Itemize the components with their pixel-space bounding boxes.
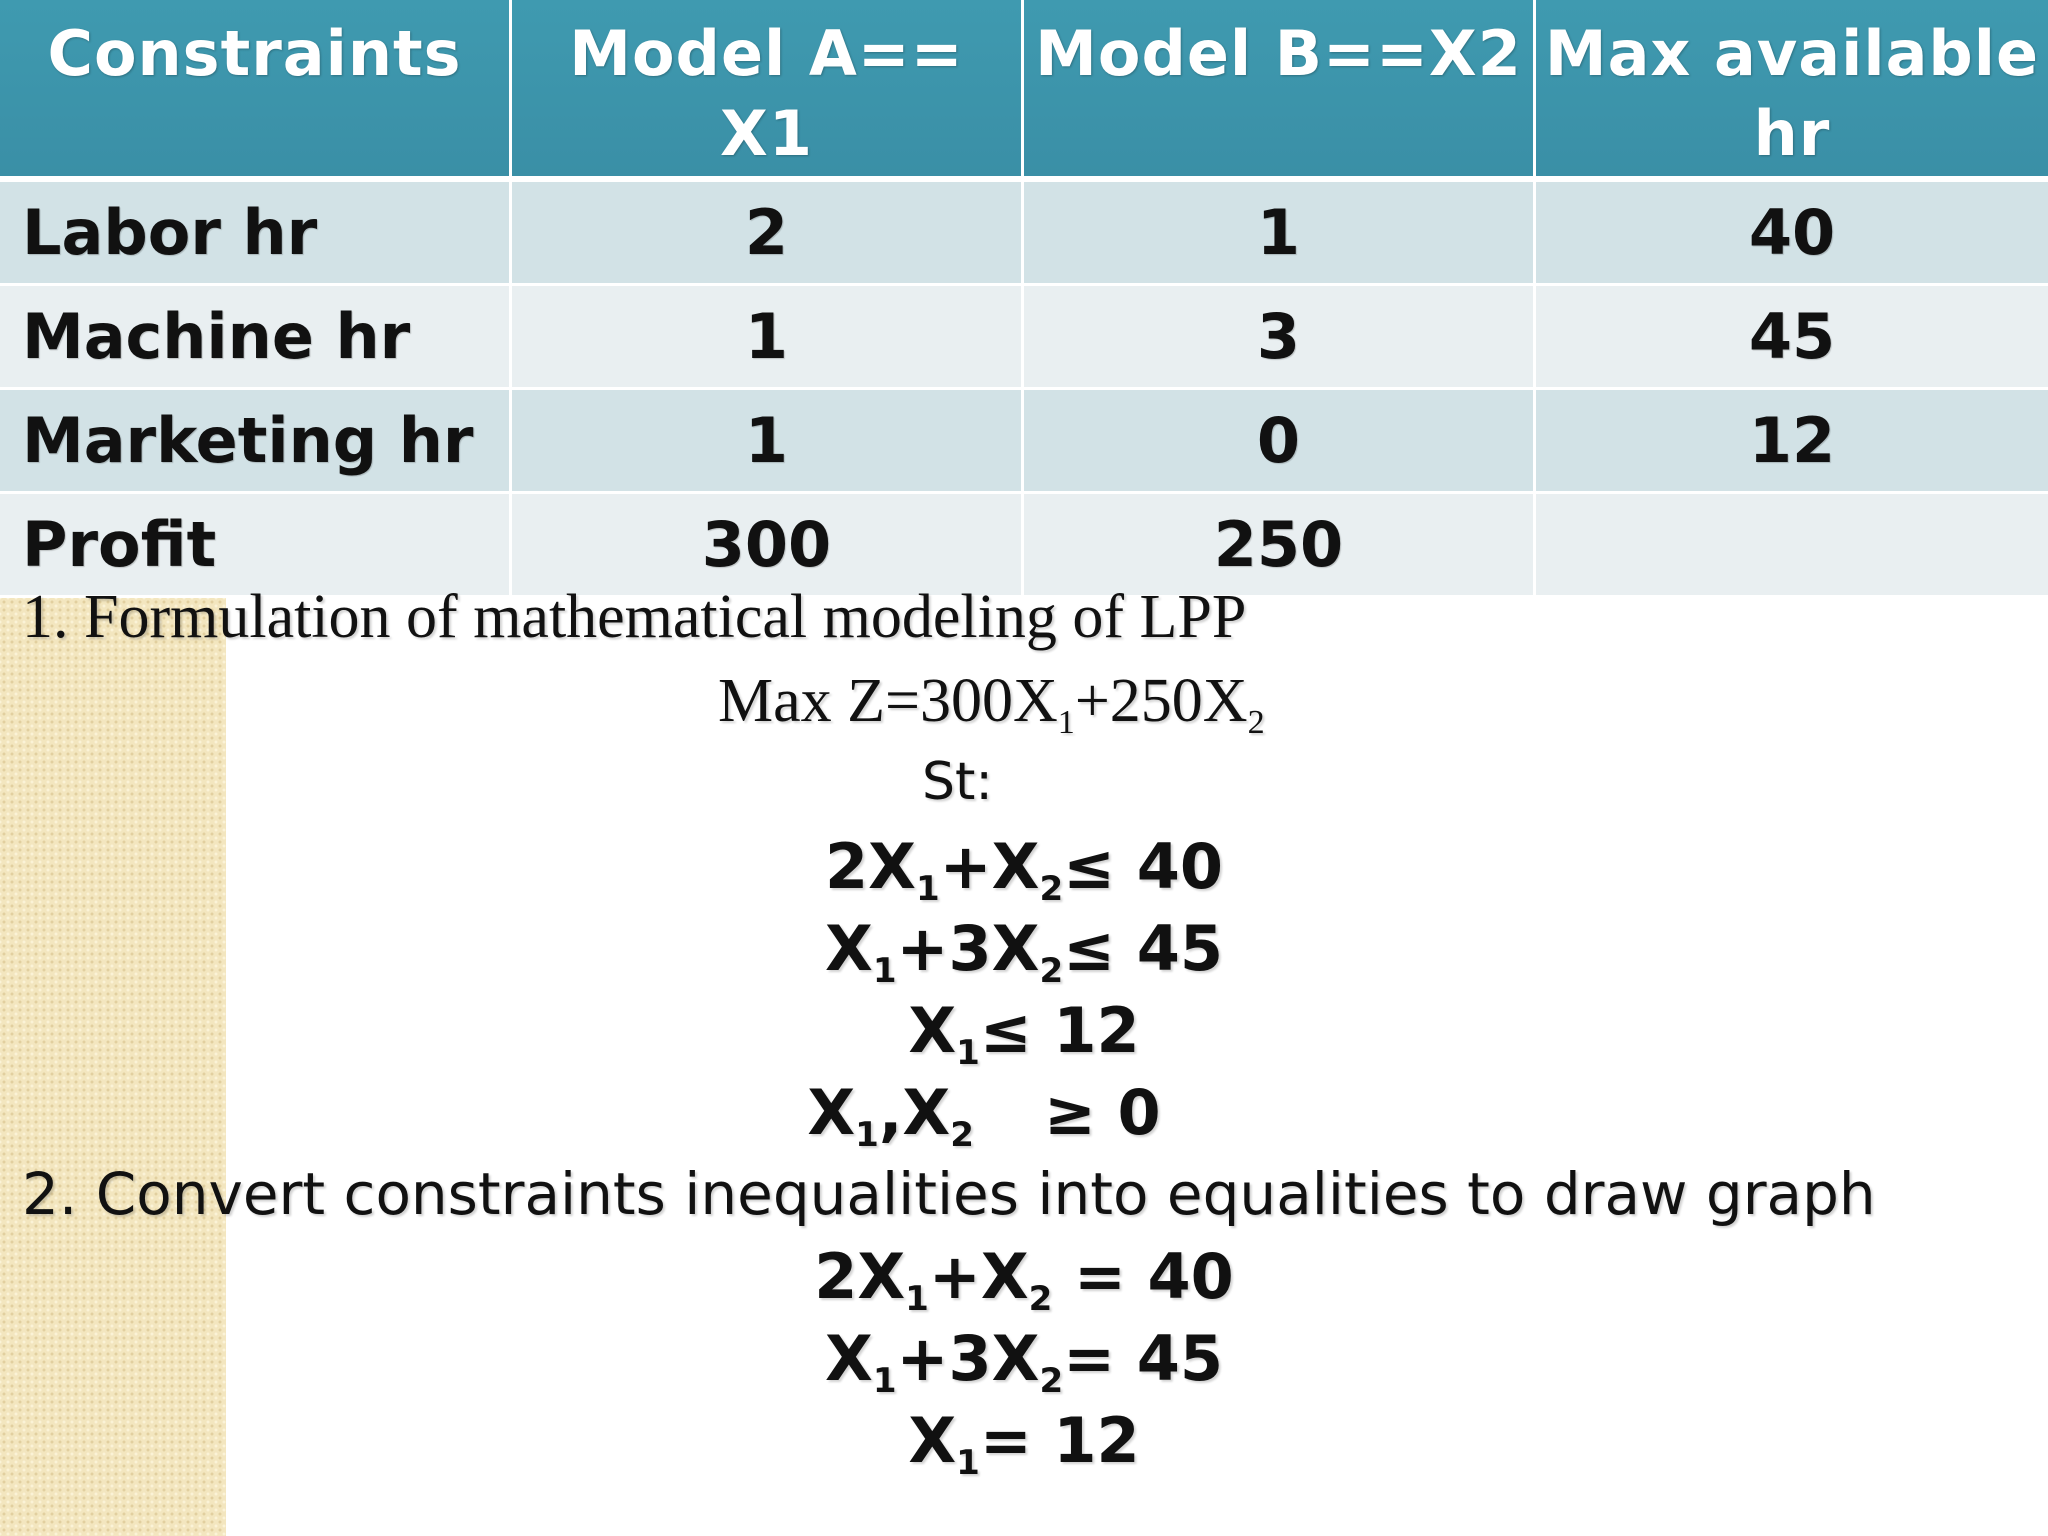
objective-function: Max $Z=300X_1+250X_2$ [718, 667, 1265, 741]
constraints-table [0, 0, 2048, 598]
row-label: Labor hr [0, 182, 512, 286]
equation-machine: $X_1+3X_2= 45$ [825, 1322, 1223, 1401]
constraint-machine: $X_1+3X_2\le 45$ [825, 912, 1223, 991]
model-a-value: 1 [512, 390, 1024, 494]
max-available-value: 45 [1536, 286, 2048, 390]
section2-heading: 2. Convert constraints inequalities into equalities to draw graph [22, 1160, 1876, 1228]
constraint-marketing: $X_1\le 12$ [908, 994, 1140, 1073]
section1-heading: 1. Formulation of mathematical modeling of LPP [22, 583, 1247, 651]
constraint-nonnegativity: $X_1,X_2 \ge 0$ [807, 1076, 1161, 1155]
model-a-value: 2 [512, 182, 1024, 286]
table-row-labor [0, 182, 2048, 286]
equation-marketing: $X_1= 12$ [908, 1404, 1140, 1483]
model-a-value: 300 [512, 494, 1024, 598]
max-available-value: 40 [1536, 182, 2048, 286]
table-row-marketing [0, 390, 2048, 494]
header-constraints: Constraints [0, 0, 512, 182]
header-model-b: Model B==X2 [1024, 0, 1536, 182]
row-label: Profit [0, 494, 512, 598]
max-available-value: 12 [1536, 390, 2048, 494]
row-label: Marketing hr [0, 390, 512, 494]
equation-labor: $2X_1+X_2 = 40$ [814, 1240, 1234, 1319]
row-label: Machine hr [0, 286, 512, 390]
subject-to-label: St: [922, 752, 993, 812]
model-a-value: 1 [512, 286, 1024, 390]
max-available-value [1536, 494, 2048, 598]
model-b-value: 0 [1024, 390, 1536, 494]
table-header-row [0, 0, 2048, 182]
model-b-value: 1 [1024, 182, 1536, 286]
header-max-available: Max available hr [1536, 0, 2048, 182]
constraint-labor: $2X_1+X_2\le 40$ [825, 830, 1223, 909]
model-b-value: 250 [1024, 494, 1536, 598]
table-row-machine [0, 286, 2048, 390]
header-model-a: Model A== X1 [512, 0, 1024, 182]
model-b-value: 3 [1024, 286, 1536, 390]
